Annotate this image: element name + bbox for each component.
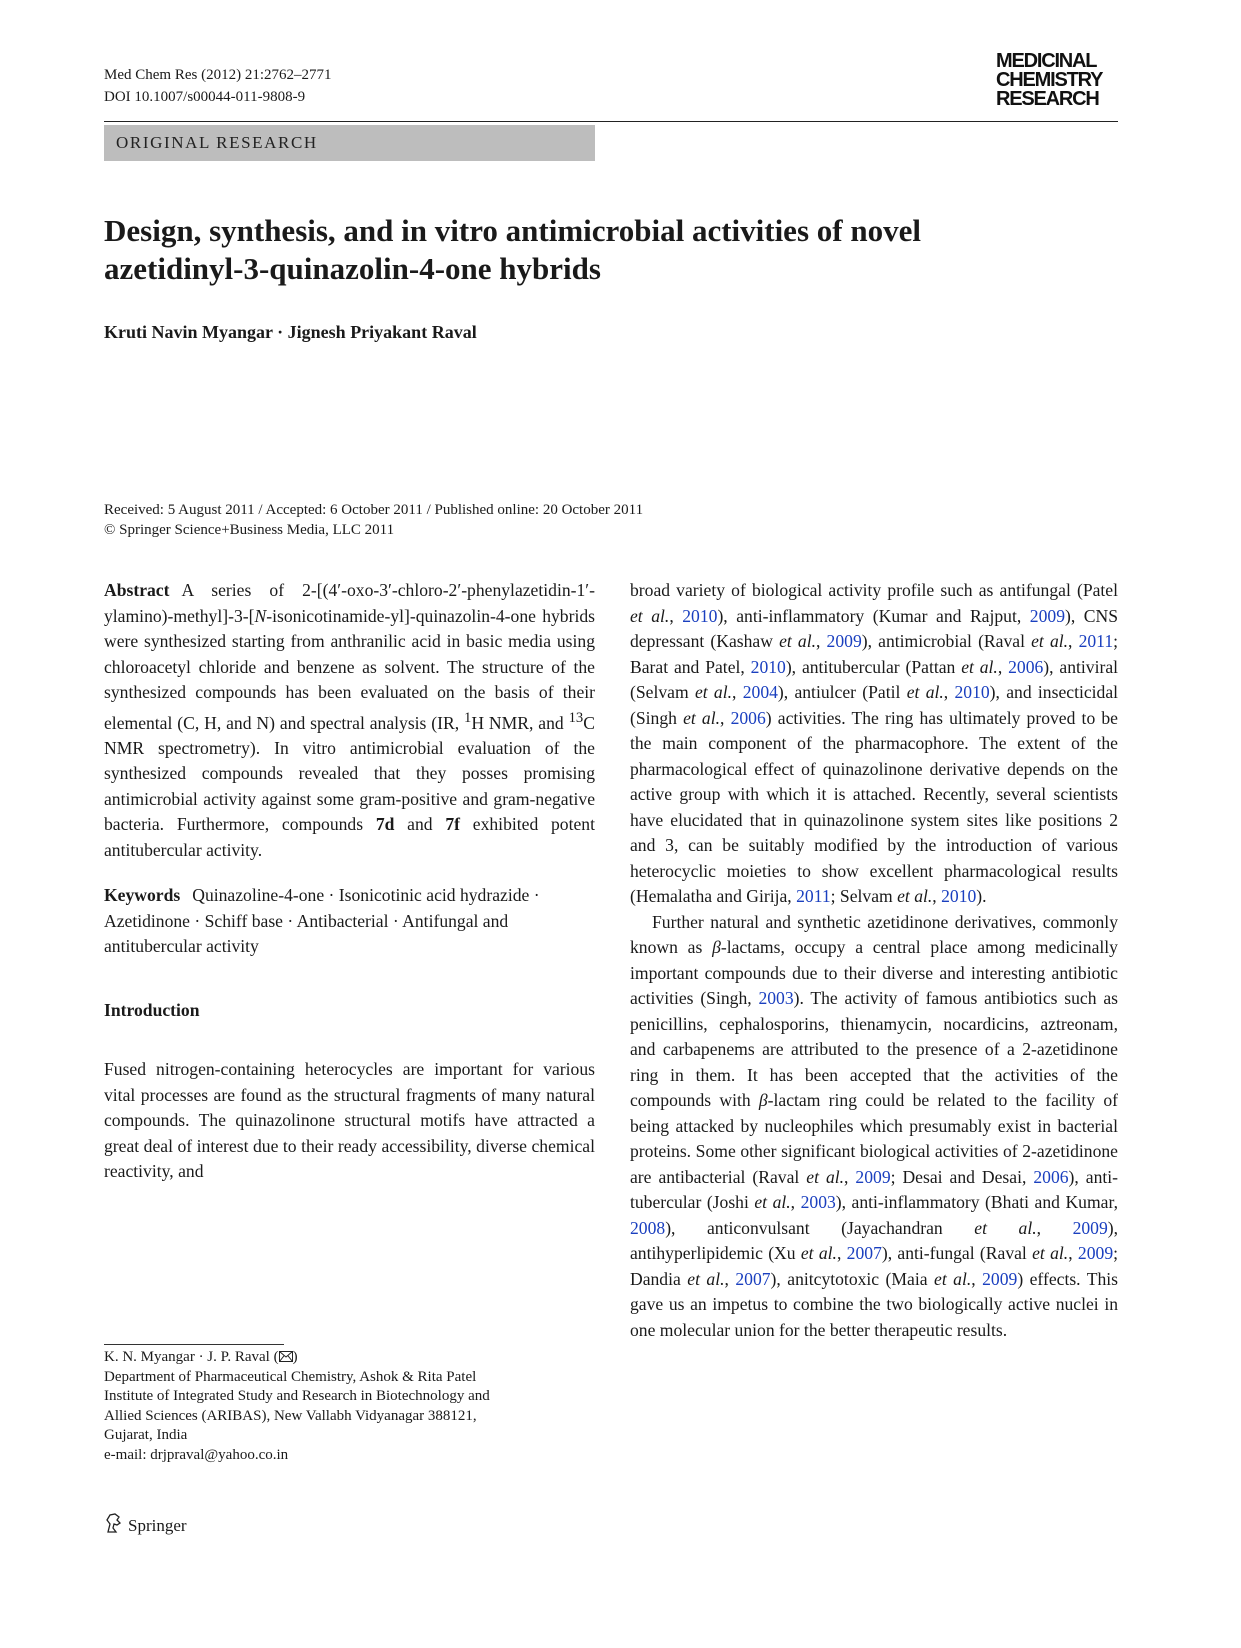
citation-link[interactable]: 2010: [941, 886, 977, 906]
title-line: azetidinyl-3-quinazolin-4-one hybrids: [104, 251, 601, 286]
header-rule: [104, 121, 1118, 122]
journal-line: Med Chem Res (2012) 21:2762–2771: [104, 67, 332, 83]
affiliation-line: Gujarat, India: [104, 1427, 188, 1443]
dates-line: Received: 5 August 2011 / Accepted: 6 October 2011 / Published online: 20 October 2011: [104, 502, 644, 518]
footnote-rule: [104, 1344, 284, 1345]
citation-link[interactable]: 2006: [1033, 1166, 1069, 1187]
affiliation-line: Department of Pharmaceutical Chemistry, Ashok & Rita Patel: [104, 1368, 477, 1385]
abstract: Abstract A series of 2-[(4′-oxo-3′-chloro-2′-phenylazetidin-1′-ylamino)-methyl]-3-[N-isonicotinamide-yl]-quinazolin-4-one hybrids were synthesized starting from anthranilic acid in basic media using chloroacetyl chloride and benzene as solvent. The structure of the synthesized compounds has been evaluated on the basis of their elemental (C, H, and N) and spectral analysis (IR, $^1$H NMR, and $^{13}$C NMR spectrometry). In vitro antimicrobial evaluation of the synthesized compounds revealed that they posses promising antimicrobial activity against some gram-positive and gram-negative bacteria. Furthermore, compounds 7d and 7f exhibited potent antitubercular activity.: [104, 580, 595, 860]
logo-line: RESEARCH: [996, 88, 1099, 110]
citation-link[interactable]: 2003: [758, 988, 794, 1008]
left-column: [104, 578, 595, 1185]
citation-link[interactable]: 2009: [826, 631, 862, 651]
citation-link[interactable]: 2007: [735, 1268, 771, 1289]
citation-link[interactable]: 2006: [1008, 656, 1044, 677]
envelope-icon[interactable]: [279, 1349, 293, 1365]
citation-link[interactable]: 2010: [750, 656, 786, 677]
citation-link[interactable]: 2009: [982, 1268, 1018, 1289]
journal-logo: [996, 52, 1116, 109]
author-affiliation: [104, 1348, 584, 1465]
citation-link[interactable]: 2003: [800, 1192, 836, 1212]
abstract-label: Abstract: [104, 580, 170, 600]
doi-line: DOI 10.1007/s00044-011-9808-9: [104, 89, 306, 105]
right-column: [630, 578, 1118, 1343]
publication-dates: [104, 500, 643, 540]
affiliation-line: Allied Sciences (ARIBAS), New Vallabh Vidyanagar 388121,: [104, 1407, 477, 1424]
section-heading-introduction: Introduction: [104, 999, 200, 1020]
citation-link[interactable]: 2009: [855, 1166, 891, 1187]
article-title: [104, 212, 1104, 288]
title-line: Design, synthesis, and in vitro antimicrobial activities of novel: [104, 213, 921, 248]
citation-link[interactable]: 2011: [796, 886, 831, 906]
citation-link[interactable]: 2009: [1077, 1243, 1114, 1263]
citation-link[interactable]: 2009: [1029, 605, 1065, 626]
citation-link[interactable]: 2006: [730, 707, 766, 728]
springer-horse-icon: [104, 1512, 124, 1539]
publisher-footer: [104, 1512, 187, 1539]
author-list: Kruti Navin Myangar · Jignesh Priyakant Raval: [104, 322, 477, 342]
body-paragraph: broad variety of biological activity profile such as antifungal (Patel et al., 2010), anti-inflammatory (Kumar and Rajput, 2009), CNS depressant (Kashaw et al., 2009), antimicrobial (Raval et al., 2011; Barat and Patel, 2010), antitubercular (Pattan et al., 2006), antiviral (Selvam et al., 2004), antiulcer (Patil et al., 2010), and insecticidal (Singh et al., 2006) activities. The ring has ultimately proved to be the main component of the pharmacophore. The extent of the pharmacological effect of quinazolinone derivative depends on the active group with which it is attached. Recently, several scientists have elucidated that in quinazolinone system sites like positions 2 and 3, can be suitably modified by the introduction of various heterocyclic moieties to show excellent pharmacological results (Hemalatha and Girija, 2011; Selvam et al., 2010).: [630, 580, 1119, 906]
copyright-line: © Springer Science+Business Media, LLC 2011: [104, 522, 395, 538]
journal-citation: [104, 64, 331, 108]
citation-link[interactable]: 2008: [630, 1217, 666, 1238]
affiliation-email[interactable]: e-mail: drjpraval@yahoo.co.in: [104, 1446, 289, 1463]
citation-link[interactable]: 2009: [1072, 1217, 1108, 1238]
section-banner: ORIGINAL RESEARCH: [104, 125, 595, 161]
affiliation-line: Institute of Integrated Study and Research in Biotechnology and: [104, 1388, 490, 1404]
citation-link[interactable]: 2004: [742, 682, 778, 702]
affiliation-authors: K. N. Myangar · J. P. Raval ( ): [104, 1349, 298, 1365]
citation-link[interactable]: 2010: [954, 682, 990, 702]
citation-link[interactable]: 2007: [846, 1243, 882, 1263]
introduction-paragraph: Fused nitrogen-containing heterocycles are important for various vital processes are found as the structural fragments of many natural compounds. The quinazolinone structural motifs have attracted a great deal of interest due to their ready accessibility, diverse chemical reactivity, and: [104, 1059, 595, 1182]
keywords-text: Quinazoline-4-one · Isonicotinic acid hydrazide · Azetidinone · Schiff base · Antibacterial · Antifungal and antitubercular activity: [104, 885, 540, 957]
citation-link[interactable]: 2010: [682, 605, 718, 626]
logo-line: MEDICINAL: [996, 50, 1097, 72]
publisher-name: Springer: [128, 1515, 187, 1535]
citation-link[interactable]: 2011: [1078, 631, 1114, 651]
keywords-label: Keywords: [104, 885, 181, 906]
logo-line: CHEMISTRY: [996, 69, 1103, 91]
body-paragraph: Further natural and synthetic azetidinone derivatives, commonly known as β-lactams, occupy a central place among medicinally important compounds due to their diverse and interesting antibiotic activities (Singh, 2003). The activity of famous antibiotics such as penicillins, cephalosporins, thienamycin, nocardicins, aztreonam, and carbapenems are attributed to the presence of a 2-azetidinone ring in them. It has been accepted that the activities of the compounds with β-lactam ring could be related to the facility of being attacked by nucleophiles which presumably exist in bacterial proteins. Some other significant biological activities of 2-azetidinone are antibacterial (Raval et al., 2009; Desai and Desai, 2006), anti-tubercular (Joshi et al., 2003), anti-inflammatory (Bhati and Kumar, 2008), anticonvulsant (Jayachandran et al., 2009), antihyperlipidemic (Xu et al., 2007), anti-fungal (Raval et al., 2009; Dandia et al., 2007), anitcytotoxic (Maia et al., 2009) effects. This gave us an impetus to combine the two biologically active nuclei in one molecular union for the better therapeutic results.: [630, 911, 1119, 1340]
keywords: [104, 883, 595, 960]
